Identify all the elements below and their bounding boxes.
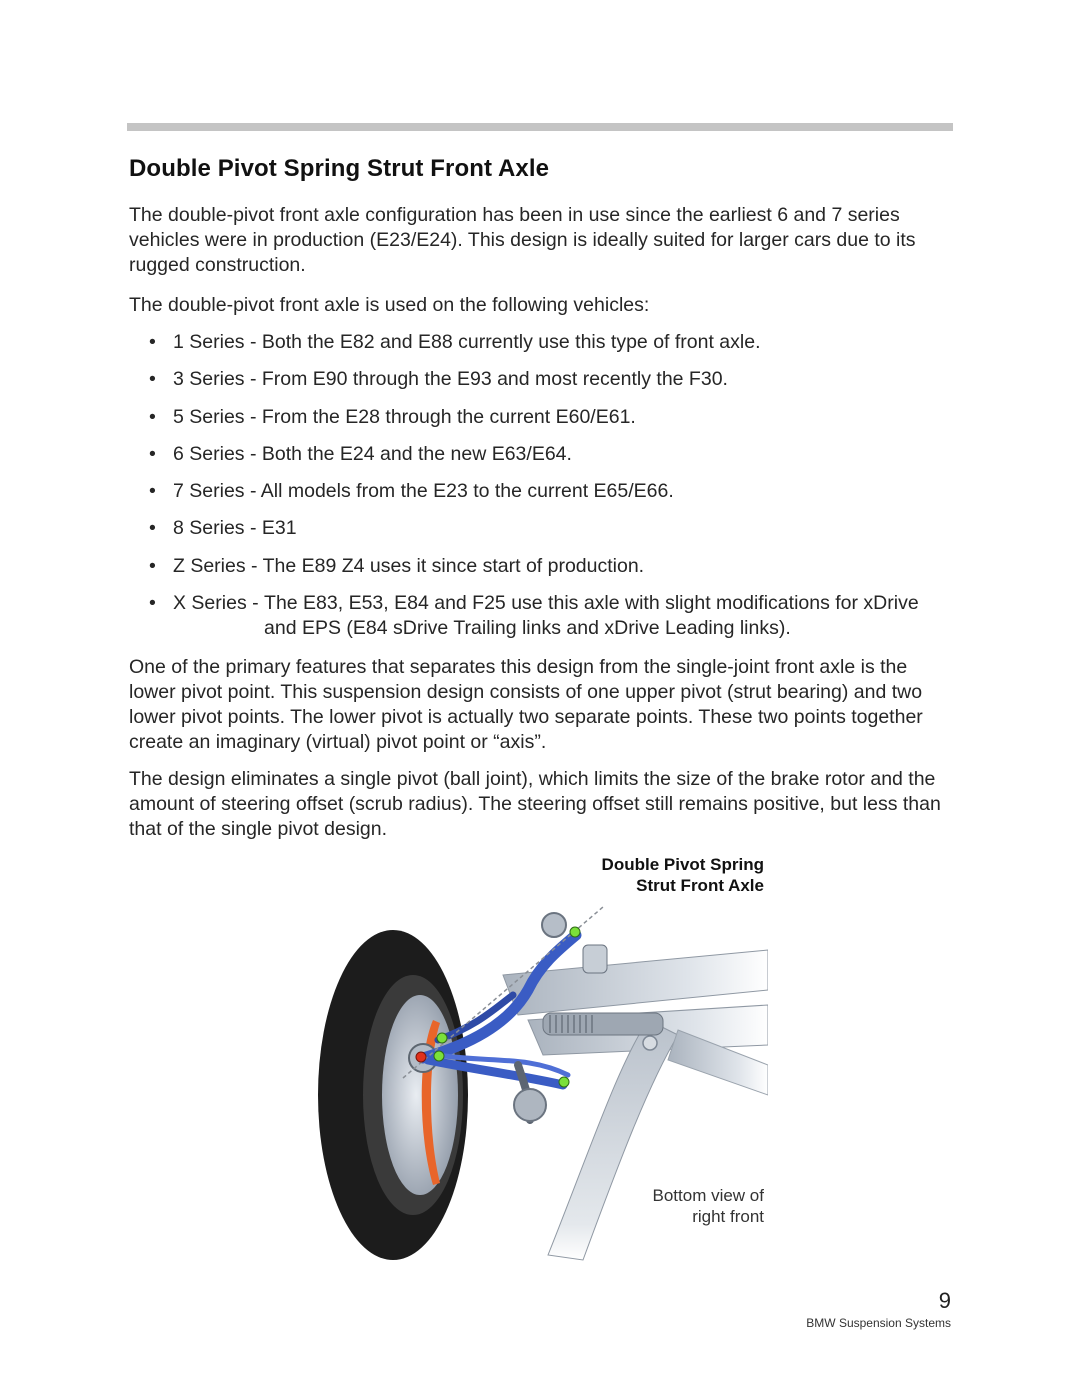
bullet-icon: •	[149, 480, 156, 503]
tire	[318, 930, 468, 1260]
list-item	[147, 479, 947, 504]
figure-note-line: right front	[692, 1207, 764, 1226]
list-item	[147, 442, 947, 467]
steering-rack	[543, 1013, 663, 1035]
bullet-icon: •	[149, 517, 156, 540]
list-item	[147, 330, 947, 355]
vehicle-list	[147, 330, 947, 653]
figure-caption-line: Double Pivot Spring	[601, 855, 764, 874]
virtual-pivot-marker	[416, 1052, 426, 1062]
bullet-icon: •	[149, 442, 156, 465]
figure-note	[653, 1185, 765, 1227]
list-item-label: X Series -	[173, 592, 265, 615]
intro-paragraph: The double-pivot front axle configuration has been in use since the earliest 6 and 7 series vehicles were in production (E23/E24). This design is ideally suited for larger cars due to its rugged construction.	[129, 204, 916, 276]
list-item-text: 1 Series - Both the E82 and E88 currently use this type of front axle.	[173, 331, 761, 353]
list-item	[147, 405, 947, 430]
vehicles-lead-paragraph: The double-pivot front axle is used on the following vehicles:	[129, 294, 650, 316]
bullet-icon: •	[149, 554, 156, 577]
features-paragraph: One of the primary features that separates this design from the single-joint front axle is the lower pivot point. This suspension design consists of one upper pivot (strut bearing) and two lower pivot points. The lower pivot is actually two separate points. These two points together create an imaginary (virtual) pivot point or “axis”.	[129, 656, 923, 753]
figure-caption-line: Strut Front Axle	[636, 876, 764, 895]
list-item	[147, 591, 947, 641]
bullet-icon: •	[149, 405, 156, 428]
list-item-text: 8 Series - E31	[173, 517, 297, 540]
page-number: 9	[938, 1288, 951, 1313]
lower-pivot-marker	[437, 1033, 447, 1043]
list-item	[147, 516, 947, 541]
figure-note-line: Bottom view of	[652, 1186, 764, 1205]
page-title: Double Pivot Spring Strut Front Axle	[129, 155, 550, 182]
list-item	[147, 367, 947, 392]
list-item-text: The E83, E53, E84 and F25 use this axle with slight modifications for xDrive and EPS (E84 sDrive Trailing links and xDrive Leading links).	[264, 592, 919, 640]
list-item-text: 3 Series - From E90 through the E93 and most recently the F30.	[173, 368, 728, 391]
lower-pivot-marker	[434, 1051, 444, 1061]
figure-caption	[602, 854, 764, 896]
lower-pivot-marker	[559, 1077, 569, 1087]
footer-title: BMW Suspension Systems	[806, 1316, 951, 1330]
bullet-icon: •	[149, 368, 156, 391]
list-item-text: 6 Series - Both the E24 and the new E63/E64.	[173, 442, 572, 465]
list-item-text: Z Series - The E89 Z4 uses it since start of production.	[173, 554, 645, 577]
bullet-icon: •	[149, 331, 156, 353]
upper-pivot-marker	[570, 927, 580, 937]
list-item	[147, 554, 947, 579]
list-item-text: 5 Series - From the E28 through the current E60/E61.	[173, 405, 636, 428]
bullet-icon: •	[149, 592, 156, 615]
top-divider	[127, 123, 953, 131]
list-item-text: 7 Series - All models from the E23 to the current E65/E66.	[173, 480, 674, 503]
design-paragraph: The design eliminates a single pivot (ball joint), which limits the size of the brake rotor and the amount of steering offset (scrub radius). The steering offset still remains positive, but less than that of the single pivot design.	[129, 768, 941, 840]
